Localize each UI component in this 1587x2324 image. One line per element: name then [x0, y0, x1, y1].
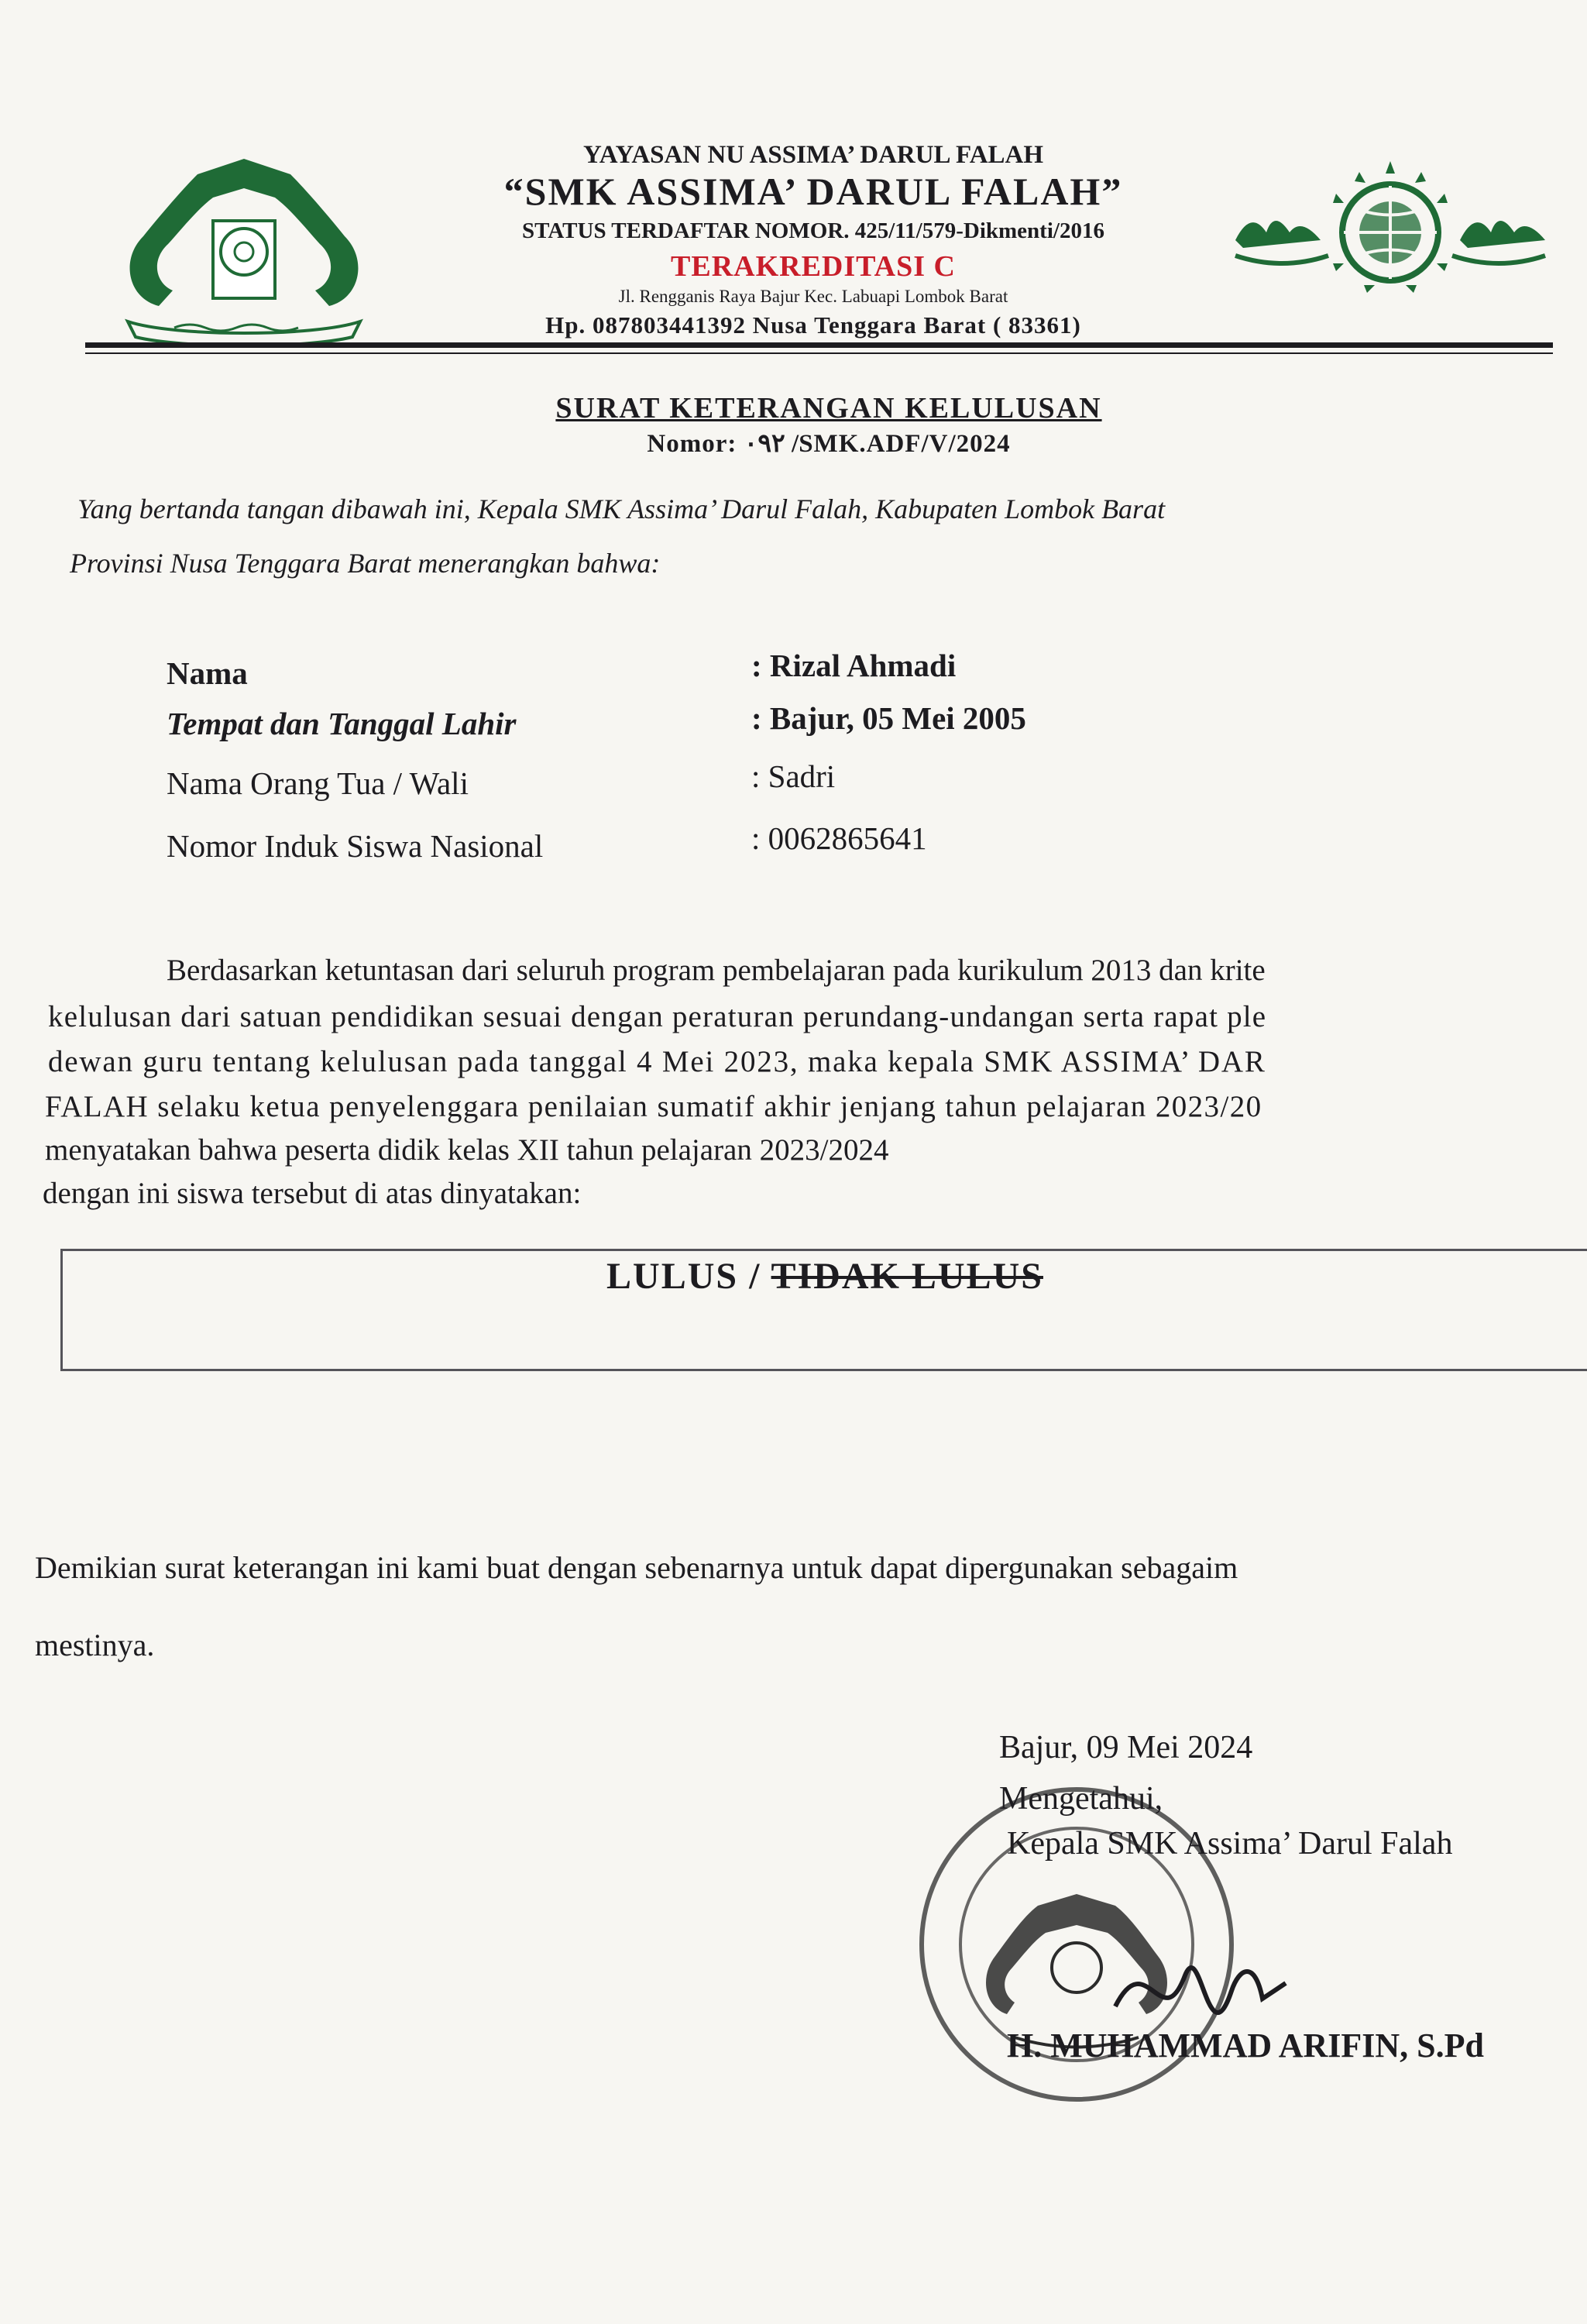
body-line-1: Berdasarkan ketuntasan dari seluruh program pembelajaran pada kurikulum 2013 dan krite [167, 954, 1266, 987]
field-value-parent: : Sadri [751, 758, 836, 794]
closing-line-1: Demikian surat keterangan ini kami buat dengan sebenarnya untuk dapat dipergunakan sebagaim [35, 1550, 1238, 1585]
school-address: Jl. Rengganis Raya Bajur Kec. Labuapi Lombok Barat [618, 287, 1008, 306]
body-line-3: dewan guru tentang kelulusan pada tanggal 4 Mei 2023, maka kepala SMK ASSIMA’ DAR [48, 1045, 1266, 1078]
field-value-name: : Rizal Ahmadi [751, 648, 957, 683]
foundation-name: YAYASAN NU ASSIMA’ DARUL FALAH [582, 141, 1044, 169]
signature-position: Kepala SMK Assima’ Darul Falah [1007, 1826, 1453, 1862]
field-label-birth: Tempat dan Tanggal Lahir [167, 706, 517, 741]
result-separator: / [738, 1256, 771, 1297]
school-name: “SMK ASSIMA’ DARUL FALAH” [503, 170, 1123, 213]
field-value-birth: : Bajur, 05 Mei 2005 [751, 700, 1026, 736]
field-label-parent: Nama Orang Tua / Wali [167, 765, 469, 801]
intro-line-1: Yang bertanda tangan dibawah ini, Kepala SMK Assima’ Darul Falah, Kabupaten Lombok Barat [77, 493, 1166, 524]
signature-acknowledged: Mengetahui, [999, 1781, 1163, 1817]
intro-line-2: Provinsi Nusa Tenggara Barat menerangkan bahwa: [70, 548, 661, 579]
body-line-2: kelulusan dari satuan pendidikan sesuai dengan peraturan perundang-undangan serta rapat ple [48, 1000, 1267, 1033]
field-label-name: Nama [167, 655, 248, 691]
nahdlatul-ulama-emblem-icon [1228, 155, 1553, 318]
graduation-result [0, 1255, 1587, 1298]
letterhead-divider-thin [85, 352, 1553, 354]
registration-status: STATUS TERDAFTAR NOMOR. 425/11/579-Dikmenti/2016 [522, 218, 1104, 243]
closing-line-2: mestinya. [35, 1628, 155, 1662]
signature-place-date: Bajur, 09 Mei 2024 [999, 1730, 1253, 1765]
document-title: SURAT KETERANGAN KELULUSAN [555, 392, 1102, 425]
field-value-nisn: : 0062865641 [751, 820, 927, 856]
letterhead-divider-thick [85, 342, 1553, 348]
school-phone: Hp. 087803441392 Nusa Tenggara Barat ( 83361) [545, 311, 1081, 339]
body-line-4: FALAH selaku ketua penyelenggara penilaian sumatif akhir jenjang tahun pelajaran 2023/20 [45, 1090, 1262, 1123]
body-line-5: menyatakan bahwa peserta didik kelas XII tahun pelajaran 2023/2024 [45, 1133, 889, 1167]
body-line-6: dengan ini siswa tersebut di atas dinyatakan: [43, 1177, 582, 1210]
school-crest-icon [112, 143, 376, 345]
signatory-name: H. MUHAMMAD ARIFIN, S.Pd [1007, 2027, 1484, 2064]
result-pass: LULUS [606, 1256, 739, 1297]
result-fail-struck: TIDAK LULUS [771, 1256, 1043, 1297]
document-number: Nomor: ٠٩٢ /SMK.ADF/V/2024 [647, 430, 1011, 458]
accreditation: TERAKREDITASI C [671, 250, 956, 283]
field-label-nisn: Nomor Induk Siswa Nasional [167, 828, 544, 864]
